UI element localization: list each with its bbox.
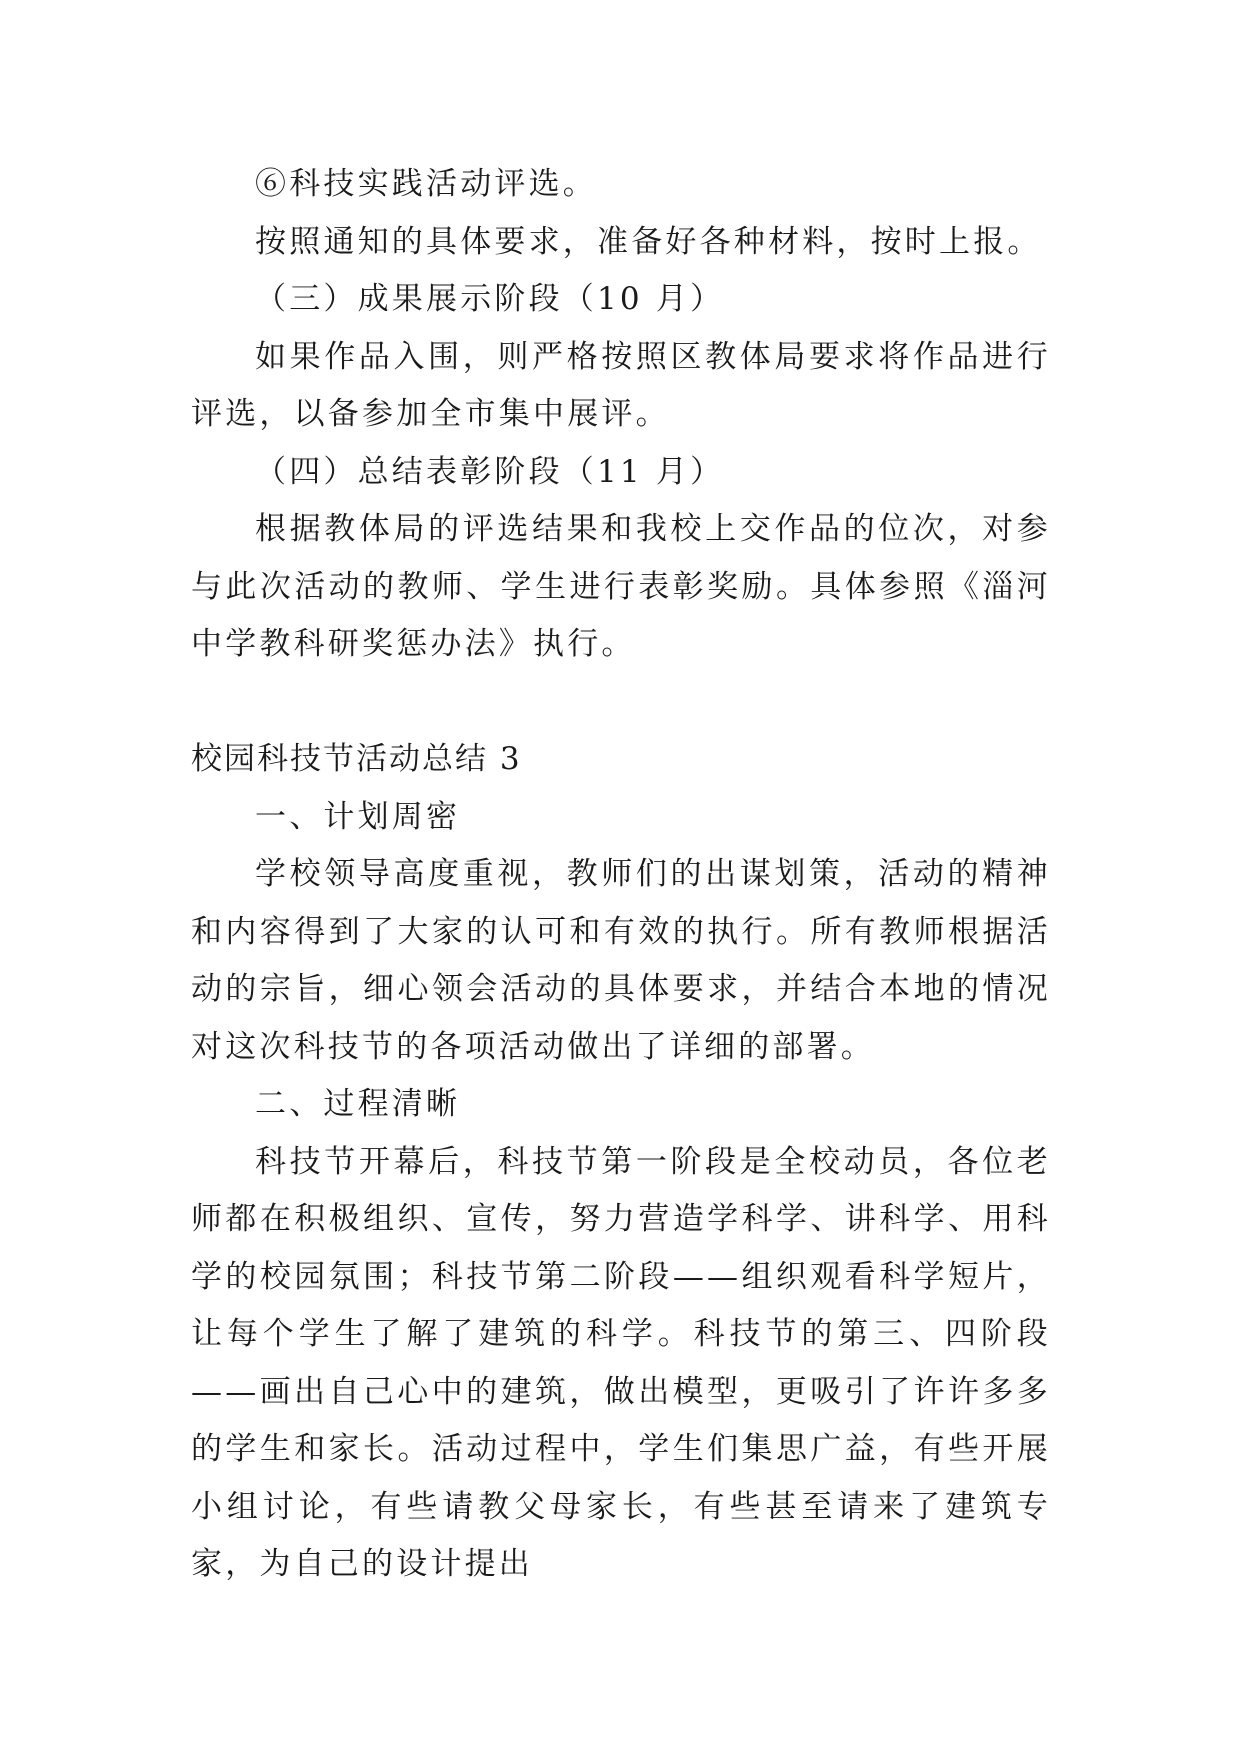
paragraph: 按照通知的具体要求，准备好各种材料，按时上报。	[255, 223, 1042, 260]
document-body	[191, 156, 1051, 1594]
paragraph: ⑥科技实践活动评选。	[255, 166, 597, 202]
section-spacer	[191, 674, 1051, 732]
paragraph: 学校领导高度重视，教师们的出谋划策，活动的精神和内容得到了大家的认可和有效的执行。所有教师根据活动的宗旨，细心领会活动的具体要求，并结合本地的情况对这次科技节的各项活动做出了详细的部署。	[191, 856, 1051, 1065]
section-title: 校园科技节活动总结 3	[191, 741, 522, 777]
paragraph: 二、过程清晰	[255, 1086, 461, 1122]
paragraph: 一、计划周密	[255, 798, 461, 835]
paragraph: 根据教体局的评选结果和我校上交作品的位次，对参与此次活动的教师、学生进行表彰奖励。具体参照《淄河中学教科研奖惩办法》执行。	[191, 511, 1051, 662]
paragraph: （三）成果展示阶段（10 月）	[255, 281, 725, 317]
paragraph: （四）总结表彰阶段（11 月）	[255, 453, 725, 490]
paragraph: 科技节开幕后，科技节第一阶段是全校动员，各位老师都在积极组织、宣传，努力营造学科学、讲科学、用科学的校园氛围；科技节第二阶段——组织观看科学短片，让每个学生了解了建筑的科学。科技节的第三、四阶段——画出自己心中的建筑，做出模型，更吸引了许许多多的学生和家长。活动过程中，学生们集思广益，有些开展小组讨论，有些请教父母家长，有些甚至请来了建筑专家，为自己的设计提出	[191, 1143, 1051, 1582]
paragraph: 如果作品入围，则严格按照区教体局要求将作品进行评选，以备参加全市集中展评。	[191, 338, 1051, 432]
